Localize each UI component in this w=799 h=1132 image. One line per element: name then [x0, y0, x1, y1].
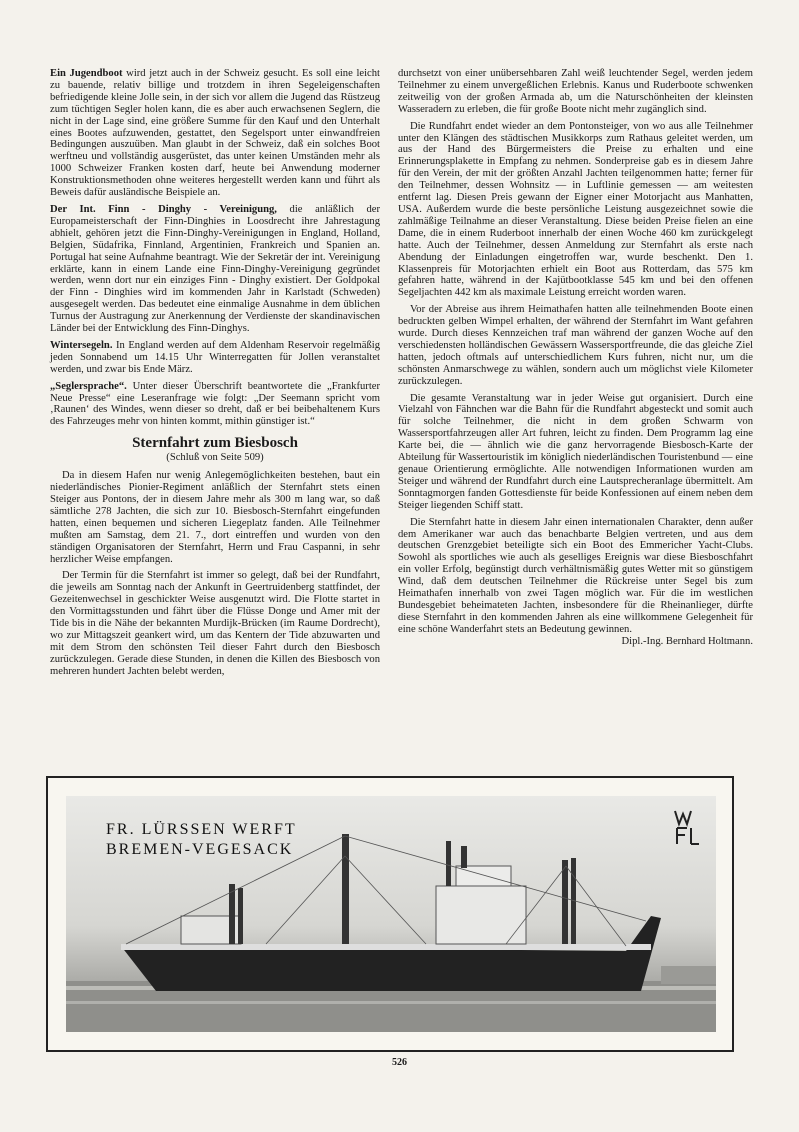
page-number: 526 [392, 1057, 407, 1068]
lead-seglersprache: „Seglersprache“. [50, 380, 127, 392]
paragraph-veranstaltung: Die gesamte Veranstaltung war in jeder Weise gut organisiert. Durch eine Vielzahl von Fähnchen war die Bahn für die Rundfahrt abgesteckt und somit auch für solche Teilnehmer, die nicht in dem großen Schwarm von Wassersportfahrzeugen aller Art fuhren, leicht zu finden. Dem Programm lag eine Karte bei, die — ähnlich wie die ganz hervorragende Biesbosch-Karte der Abteilung für Wassertouristik im königlich niederländischen Touristenbund — eine genaue Orientierung ermöglichte. Alle notwendigen Informationen wurden am Steiger und während der Rundfahrt durch eine Lautsprecheranlage übermittelt. Am Sonntagmorgen fanden Gottesdienste für beide Konfessionen auf einem neben dem Steiger liegenden Schiff statt. [398, 392, 753, 511]
lurssen-logo-icon [672, 808, 702, 848]
text-wintersegeln: In England werden auf dem Aldenham Reservoir regelmäßig jeden Sonnabend um 14.15 Uhr Winterregatten für Jollen veranstaltet werden, und zwar bis Ende März. [50, 339, 380, 375]
paragraph-rundfahrt: Die Rundfahrt endet wieder an dem Pontonsteiger, von wo aus alle Teilnehmer unter den Klängen des städtischen Musikkorps zum Rathaus geleitet werden, um aus der Hand des Bürgermeisters die Preise zu erhalten und eine Erinnerungsplakette in Empfang zu nehmen. Sonderpreise gab es in diesem Jahre für den Verein, der mit der größten Anzahl Jachten teilgenommen hatte; ferner für den Teilnehmer, dessen Wohnsitz — in Luftlinie gemessen — am weitesten entfernt lag. Diesen Preis gewann der Eigner einer Motorjacht aus Manhatten, USA. Außerdem wurde die beste persönliche Leistung ausgezeichnet sowie die zahlmäßige Teilnahme an dieser Veranstaltung. Diese beiden Preise fielen an eine Dame, die in einem Ruderboot innerhalb der einen Woche 460 km zurückgelegt hatte. Auch der Teilnehmer, dessen Anmeldung zur Sternfahrt als erste nach Abendung der Einladungen eingetroffen war, wurde beschenkt. Den 1. Klassenpreis für Motorjachten erhielt ein Boot aus Rotterdam, das 575 km gefahren hatte, während in der Kajütbootklasse 545 km und bei den offenen Segeljachten 442 km als maximale Leistung erreicht worden waren. [398, 120, 753, 299]
paragraph-jugendboot [50, 68, 380, 199]
ad-company-line2: BREMEN-VEGESACK [106, 841, 294, 858]
paragraph-abreise: Vor der Abreise aus ihrem Heimathafen hatten alle teilnehmenden Boote einen bedruckten gelben Wimpel erhalten, der während der Sternfahrt im Want gefahren wurde. Durch dieses Kennzeichen traf man während der ganzen Woche auf den verschiedensten holländischen Gewässern Wassersportfreunde, die das gleiche Ziel hatten, jedoch oftmals auf unterschiedlichem Kurs fuhren, nicht nur, um die schönsten Anmarschwege zu wählen, sondern auch um möglichst viele Kilometer zurückzulegen. [398, 304, 753, 387]
author-signature: Dipl.-Ing. Bernhard Holtmann. [621, 635, 753, 647]
ad-company-line1: FR. LÜRSSEN WERFT [106, 821, 297, 838]
left-column [50, 68, 380, 683]
paragraph-finn-dinghy [50, 204, 380, 335]
right-column [398, 68, 753, 653]
article-subheading: (Schluß von Seite 509) [166, 452, 264, 464]
paragraph-termin: Der Termin für die Sternfahrt ist immer so gelegt, daß bei der Rundfahrt, die jeweils am Sonntag nach der Ankunft in Geertruidenberg stattfindet, der Gezeitenwechsel in geschickter Weise ausgenutzt wird. Die Flotte startet in den Vormittagsstunden und fährt über die Flüsse Donge und Amer mit der Tide bis in die Nähe der bekannten Murdijk-Brücken (im Raume Dordrecht), wo zur Mittagszeit geankert wird, um das Kentern der Tide abzuwarten und mit dem Strom den schönsten Teil dieser Fahrt durch den Biesbosch zurückzulegen. Gerade diese Stunden, in denen die Killen des Biesbosch von mehreren hundert Jachten belebt werden, [50, 570, 380, 677]
paragraph-seglersprache [50, 381, 380, 429]
text-seglersprache: Unter dieser Überschrift beantwortete die „Frankfurter Neue Presse“ eine Leseranfrage wie folgt: „Der Seemann spricht vom ‚Raunen‘ des Windes, wenn dieser so dreht, daß er bei beibehaltenem Kurs des Fahrzeuges mehr von hinten kommt, mithin günstiger ist.“ [50, 380, 380, 428]
text-jugendboot: wird jetzt auch in der Schweiz gesucht. Es soll eine leicht zu bauende, relativ billige und trotzdem in ihren Segeleigenschaften befriedigende kleine Jolle sein, in der sich vor allem die Jugend das Rüstzeug zum tüchtigen Segler holen kann, die es aber auch erwachsenen Seglern, die nicht in der Lage sind, eine größere Summe für den Kauf und den Unterhalt eines Bootes aufzuwenden, gestattet, den Segelsport unter einwandfreien Bedingungen auszuüben. Man glaubt in der Schweiz, daß ein solches Boot werftneu und vollständig ausgerüstet, das unter keinen Umständen mehr als 1000 Schweizer Franken kosten darf, heute bei Anwendung moderner Konstruktionsmethoden ohne weiteres hergestellt werden kann und führt als Beweis dafür ausländische Beispiele an. [50, 68, 380, 199]
text-international: Die Sternfahrt hatte in diesem Jahr einen internationalen Charakter, denn außer dem Amerikaner war auch das benachbarte Belgien vertreten, und aus dem deutschen Grenzgebiet beteiligte sich ein Boot des Emmericher Yacht-Clubs. Sowohl als sportliches wie auch als geselliges Ereignis war diese Biesboschfahrt ein voller Erfolg, begünstigt durch verhältnismäßig gutes Wetter mit so günstigem Wind, daß dem deutschen Teilnehmer die Rückreise unter Segel bis zum Heimathafen innerhalb von zwei Tagen möglich war. Für die im westlichen Bundesgebiet beheimateten Jachten, insbesondere für die Rheinanlieger, dürfte diese Sternfahrt in den kommenden Jahren als eine willkommene Gelegenheit für eine schöne Wanderfahrt stets an Bedeutung gewinnen. [398, 516, 753, 635]
article-heading: Sternfahrt zum Biesbosch [132, 435, 298, 452]
ad-company-name [106, 820, 297, 860]
lurssen-advertisement [46, 776, 734, 1052]
lead-finn-dinghy: Der Int. Finn - Dinghy - Vereinigung, [50, 203, 277, 215]
paragraph-international [398, 517, 753, 648]
ship-photo [66, 796, 716, 1032]
paragraph-segel: durchsetzt von einer unübersehbaren Zahl weiß leuchtender Segel, werden jedem Teilnehmer zu einem unvergeßlichen Erlebnis. Kanus und Ruderboote schwenken zeitweilig von der großen Armada ab, um die Naturschönheiten der kleinsten Wasseradern zu erleben, die für große Boote nicht mehr zugänglich sind. [398, 68, 753, 115]
text-finn-dinghy: die anläßlich der Europameisterschaft der Finn-Dinghies in Loosdrecht ihre Jahrestagung abhielt, gehören jetzt die Finn-Dinghy-Vereinigungen in England, Holland, Belgien, Südafrika, Finnland, Argentinien, Frankreich und Spanien an. Portugal hat seine Aufnahme beantragt. Wie der Sekretär der int. Vereinigung erklärte, kann in einem Lande eine Finn-Dinghy-Vereinigung gegründet werden, wenn dort nur ein einziges Finn - Dinghy existiert. Der Goldpokal der Finn - Dinghies wird im kommenden Jahr in Karlstadt (Schweden) ausgesegelt werden. Das bedeutet eine einmalige Ausnahme in dem üblichen Turnus der Austragung zur Anerkennung der Verdienste der skandinavischen Länder bei der Entwicklung des Finn-Dinghys. [50, 203, 381, 335]
paragraph-wintersegeln [50, 340, 380, 376]
lead-jugendboot: Ein Jugendboot [50, 68, 123, 79]
lead-wintersegeln: Wintersegeln. [50, 339, 113, 351]
paragraph-steiger: Da in diesem Hafen nur wenig Anlegemöglichkeiten bestehen, baut ein niederländisches Pionier-Regiment anläßlich der Sternfahrt stets einen Steiger aus Pontons, der in diesem Jahre mehr als 300 m lang war, so daß sämtliche 278 Jachten, die sich zur 10. Biesbosch-Sternfahrt eingefunden hatten, einen bequemen und sicheren Liegeplatz fanden. Alle Teilnehmer mußten am Samstag, dem 21. 7., dort eintreffen und wurden von den ständigen Organisatoren der Sternfahrt, Herrn und Frau Caspanni, in sehr herzlicher Weise empfangen. [50, 470, 380, 565]
